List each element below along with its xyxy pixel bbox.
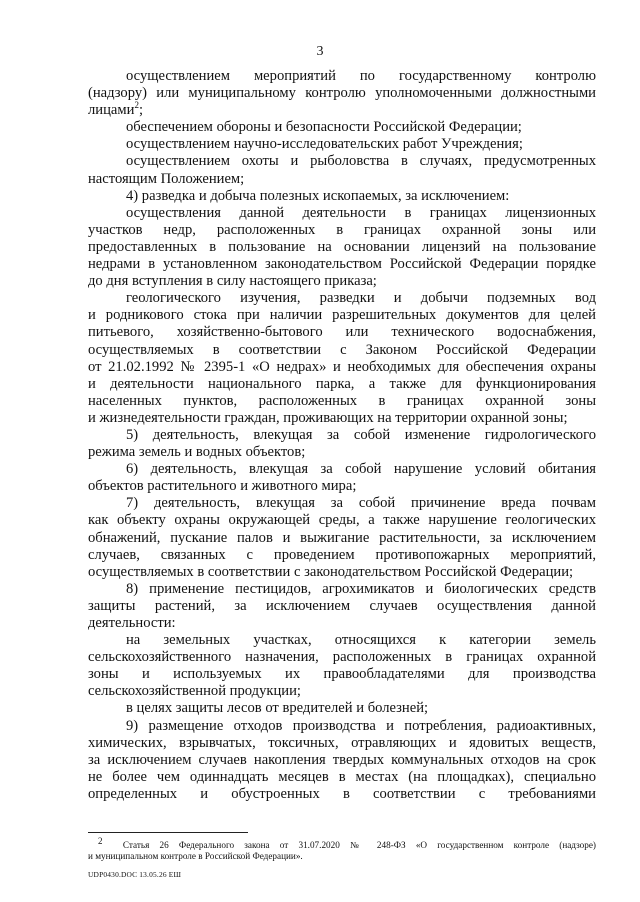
text-line-content: деятельности: [88,615,176,631]
text-line [88,615,596,632]
text-line-content: настоящим Положением; [88,170,245,187]
text-line-content: геологического изучения, разведки и добычи подземных вод [126,290,596,307]
text-line-content: предоставленных в пользование на основании лицензий на пользование [88,238,596,255]
text-line [88,632,596,649]
text-line-content: зоны и используемых их правообладателями для производства [88,666,596,683]
text-line [88,376,596,393]
text-line [88,239,596,256]
footnote [88,835,596,863]
text-line [88,786,596,803]
text-line [88,752,596,769]
text-line [88,444,596,461]
text-line [88,153,596,170]
text-line [88,512,596,529]
text-line-content: осуществлением мероприятий по государственному контролю [126,68,596,84]
text-line-content: осуществлением научно-исследовательских работ Учреждения; [126,136,523,153]
text-line [88,85,596,102]
text-line [88,478,596,495]
text-line [88,649,596,666]
footnote-reference: 2 [134,100,139,111]
text-line [88,119,596,136]
text-line [88,769,596,786]
document-body [88,68,596,803]
page-number: 3 [316,44,324,59]
footnote-text: Статья 26 Федерального закона от 31.07.2020 № 248-ФЗ «О государственном контроле (надзоре) [122,840,596,850]
text-line [88,700,596,717]
text-line-content: 8) применение пестицидов, агрохимикатов и биологических средств [126,580,596,597]
text-line [88,359,596,376]
text-line-content: объектов растительного и животного мира; [88,478,357,495]
text-line-content: осуществления данной деятельности в границах лицензионных [126,204,596,221]
text-line-content: не более чем одиннадцать месяцев в местах (на площадках), специально [88,768,596,785]
text-line [88,188,596,205]
text-line-content: и родникового стока при наличии разрешительных документов для целей [88,307,596,324]
text-line-content: питьевого, хозяйственно-бытового или технического водоснабжения, [88,324,596,341]
text-line-content: 4) разведка и добыча полезных ископаемых, за исключением: [126,187,510,204]
text-line-content: осуществляемых в соответствии с законодательством Российской Федерации; [88,563,574,580]
file-mark: UDP0430.DOC 13.05.26 ЕШ [88,870,182,879]
text-line [88,564,596,581]
text-line [88,324,596,341]
text-line-content: осуществляемых в соответствии с Законом Российской Федерации [88,341,596,358]
text-line-content: участков недр, расположенных в границах охранной зоны или [88,221,596,238]
text-line [88,495,596,512]
text-line-content: 9) размещение отходов производства и потребления, радиоактивных, [126,717,596,734]
text-line [88,683,596,700]
footnote-line [88,835,596,851]
text-line [88,547,596,564]
text-line [88,256,596,273]
text-line [88,136,596,153]
text-line-content: недрами в установленном законодательством Российской Федерации порядке [88,256,596,273]
text-line-content: сельскохозяйственной продукции; [88,683,301,700]
text-line-content: химических, взрывчатых, токсичных, отравляющих и ядовитых веществ, [88,734,596,751]
text-line-content: осуществлением охоты и рыболовства в случаях, предусмотренных [126,153,596,170]
text-line [88,598,596,615]
text-line-content: до дня вступления в силу настоящего приказа; [88,273,377,290]
text-line-content: 7) деятельность, влекущая за собой причинение вреда почвам [126,495,596,512]
text-line [88,68,596,85]
text-line-content: случаев, связанных с проведением противопожарных мероприятий, [88,546,596,563]
text-line [88,530,596,547]
text-line-content: сельскохозяйственного назначения, расположенных в границах охранной [88,649,596,666]
text-line-content: 5) деятельность, влекущая за собой изменение гидрологического [126,426,596,443]
text-line [88,342,596,359]
text-line [88,171,596,188]
text-line-content: как объекту охраны окружающей среды, а также нарушение геологических [88,512,596,529]
text-line-content: обеспечением обороны и безопасности Российской Федерации; [126,119,522,136]
text-line-content: и жизнедеятельности граждан, проживающих на территории охранной зоны; [88,409,568,426]
text-line-content: обнажений, пускание палов и выжигание растительности, за исключением [88,529,596,546]
footnote-marker: 2 [98,835,103,846]
text-line [88,718,596,735]
text-line [88,581,596,598]
text-line [88,290,596,307]
text-line [88,102,596,119]
text-line-content: от 21.02.1992 № 2395-1 «О недрах» и необходимых для обеспечения охраны [88,358,596,375]
text-line-content: и деятельности национального парка, а также для функционирования [88,375,596,392]
text-line-content: населенных пунктов, расположенных в границах охранной зоны [88,392,596,409]
text-line [88,427,596,444]
text-line-content: режима земель и водных объектов; [88,444,306,461]
text-line [88,461,596,478]
text-line-content: на земельных участках, относящихся к категории земель [126,632,596,649]
text-line [88,666,596,683]
text-line [88,205,596,222]
text-line-content: за исключением случаев накопления твердых коммунальных отходов на срок [88,751,596,768]
text-line [88,222,596,239]
text-line-content: в целях защиты лесов от вредителей и болезней; [126,700,429,717]
text-line-tail: ; [138,102,143,119]
text-line [88,735,596,752]
text-line [88,273,596,290]
text-line-content: определенных и обустроенных в соответствии с требованиями [88,785,596,802]
text-line [88,307,596,324]
text-line-content: 6) деятельность, влекущая за собой нарушение условий обитания [126,461,596,478]
footnote-separator [88,832,248,833]
text-line [88,410,596,427]
text-line [88,393,596,410]
footnote-line: и муниципальном контроле в Российской Федерации». [88,851,303,862]
text-line-content: (надзору) или муниципальному контролю уполномоченными должностными [88,85,596,102]
text-line-content: лицами [88,102,135,119]
text-line-content: защиты растений, за исключением случаев осуществления данной [88,597,596,614]
